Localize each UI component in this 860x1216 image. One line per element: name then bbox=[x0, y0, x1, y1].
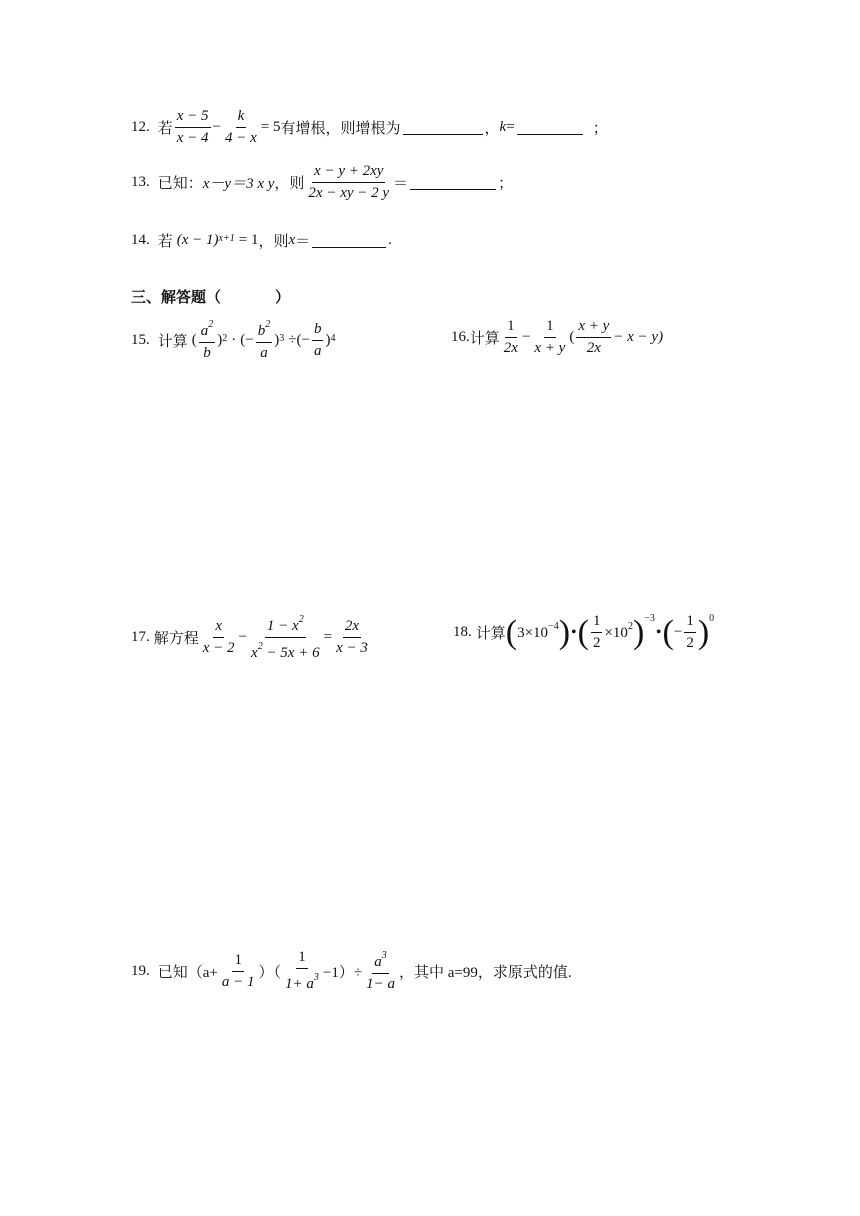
section-title: 三、解答题（ bbox=[131, 290, 222, 306]
question-number: 17. bbox=[131, 629, 150, 645]
fraction: $\frac{a^2}{b}$ bbox=[200, 319, 214, 361]
fraction: $\frac{x + y}{2x}$ bbox=[578, 318, 610, 356]
fraction: $\frac{k}{4 - x}$ bbox=[225, 108, 257, 146]
question-number: 18. bbox=[453, 624, 472, 640]
fraction: $\frac{1}{x + y}$ bbox=[534, 318, 566, 356]
question-number: 15. bbox=[131, 331, 150, 348]
question-number: 16. bbox=[451, 329, 470, 345]
fraction: $\frac{2x}{x - 3}$ bbox=[336, 618, 368, 656]
fraction: $\frac{b}{a}$ bbox=[313, 320, 322, 359]
question-number: 19. bbox=[131, 962, 150, 979]
fraction: $\frac{x - 5}{x - 4}$ bbox=[176, 108, 209, 146]
fraction: $\frac{x}{x - 2}$ bbox=[202, 618, 235, 656]
fraction: $\frac{1}{2x}$ bbox=[503, 318, 518, 356]
fraction: $\frac{1 - x^2}{x^2 - 5x + 6}$ bbox=[251, 614, 320, 661]
answer-blank[interactable] bbox=[312, 233, 386, 248]
k-variable: k bbox=[499, 119, 507, 135]
fraction: $\frac{1}{2}$ bbox=[592, 613, 601, 651]
question-text: 有增根，则增根为 bbox=[280, 121, 401, 137]
power-exponent: x+1 bbox=[218, 233, 235, 244]
answer-blank[interactable] bbox=[517, 120, 583, 135]
fraction: $\frac{1}{a - 1}$ bbox=[221, 951, 255, 990]
section-heading: 三、解答题（ ） bbox=[131, 286, 290, 307]
operator: − bbox=[212, 119, 222, 135]
fraction: $\frac{x - y + 2xy}{2x - xy - 2 y}$ bbox=[308, 163, 390, 201]
question-17: 17. 解方程 $\frac{x}{x - 2}$ − $\frac{1 - x^2}{x^2 - 5x + 6}$ = $\frac{2x}{x - 3}$ bbox=[131, 614, 368, 661]
question-text: 已知： bbox=[157, 176, 203, 192]
question-15: 15. 计算 ( $\frac{a^2}{b}$ ) $^2$ · ( − $\frac{b^2}{a}$ ) $^3$ ÷ ( − $\frac{b}{a}$ ) $^4$ bbox=[131, 319, 336, 361]
fraction: $\frac{a^3}{1- a}$ bbox=[366, 950, 395, 992]
power-base: (x − 1) bbox=[176, 232, 219, 248]
question-number: 13. bbox=[131, 174, 150, 190]
question-19: 19. 已知（a+ $\frac{1}{a - 1}$ ）（ $\frac{1}{1+ a^3}$ −1）÷ $\frac{a^3}{1- a}$ ，其中 a=99，求原式的值. bbox=[131, 949, 572, 992]
question-12: 12. 若 $\frac{x - 5}{x - 4}$ − $\frac{k}{4 - x}$ = 5 有增根，则增根为 ， k = ； bbox=[131, 108, 608, 146]
fraction: $\frac{1}{1+ a^3}$ bbox=[285, 949, 319, 992]
question-16: 16. 计算 $\frac{1}{2x}$ − $\frac{1}{x + y}$ ( $\frac{x + y}{2x}$ − x − y) bbox=[451, 318, 664, 356]
equals-five: = 5 bbox=[260, 119, 281, 135]
answer-blank[interactable] bbox=[410, 175, 496, 190]
question-18: 18. 计算 ( $3\times 10^{-4}$ ) • ( $\frac{1}{2}$ $\times 10^2$ ) $^{-3}$ • ( − $\frac{1}{2}$ ) $^0$ bbox=[453, 613, 715, 651]
fraction: $\frac{b^2}{a}$ bbox=[257, 319, 271, 361]
score-blank bbox=[223, 290, 273, 304]
condition: x－y＝3 x y bbox=[202, 176, 275, 192]
question-number: 14. bbox=[131, 232, 150, 248]
question-number: 12. bbox=[131, 119, 150, 135]
question-13: 13. 已知： x－y＝3 x y ，则 $\frac{x - y + 2xy}{2x - xy - 2 y}$ ＝ ； bbox=[131, 163, 514, 201]
question-14: 14. 若 (x − 1) $^{x+1}$ = 1 ，则 x ＝ . bbox=[131, 232, 392, 250]
fraction: $\frac{1}{2}$ bbox=[686, 613, 694, 651]
ruo-text: 若 bbox=[157, 121, 173, 137]
answer-blank[interactable] bbox=[403, 120, 483, 135]
